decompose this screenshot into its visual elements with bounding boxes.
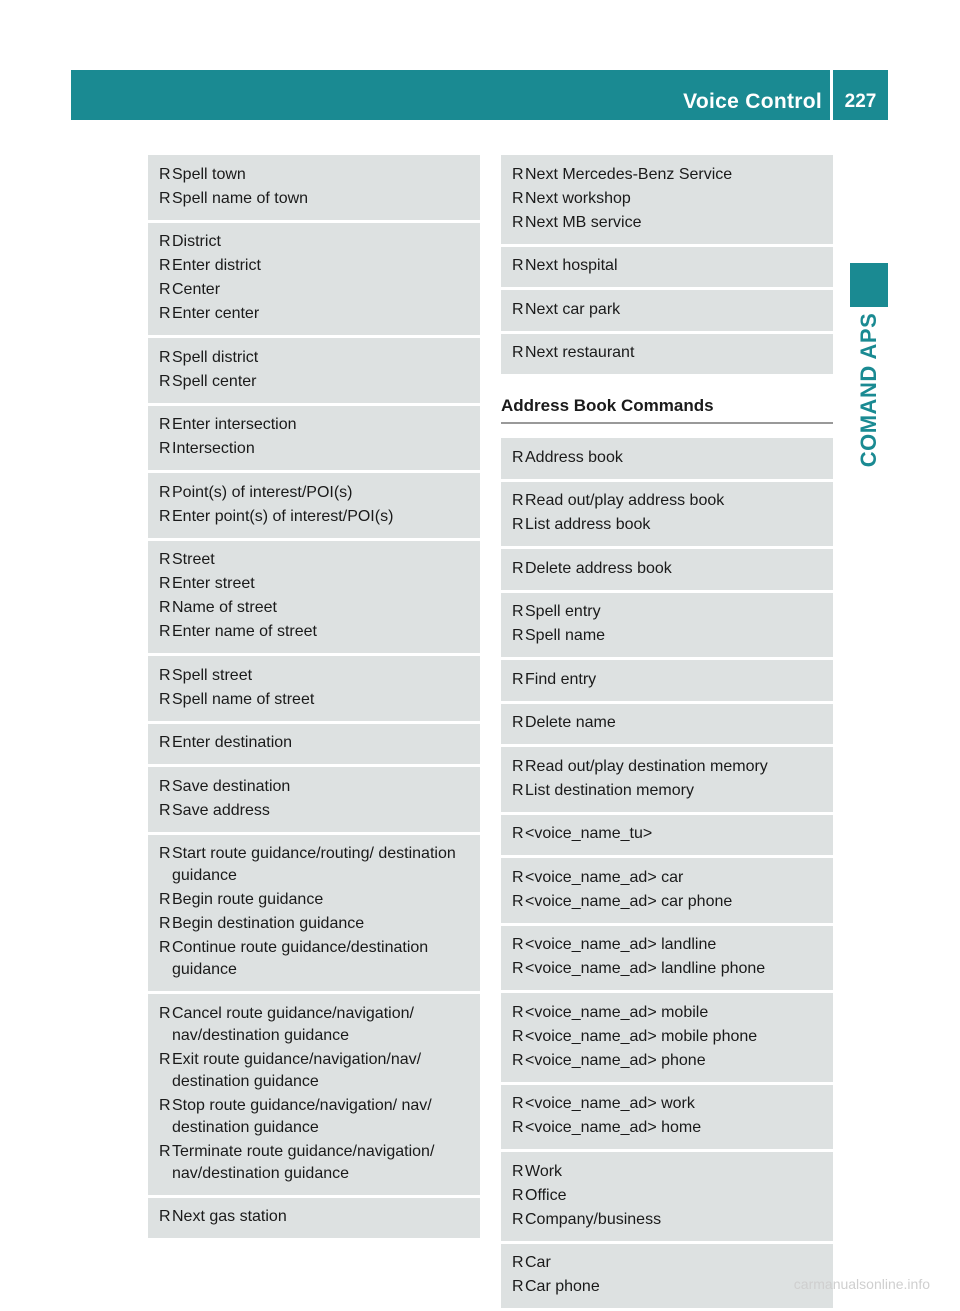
- command-group: [148, 656, 480, 721]
- bullet-glyph: R: [159, 1142, 171, 1160]
- command-text: Address book: [525, 448, 623, 466]
- command-item: [512, 1209, 823, 1231]
- bullet-glyph: R: [512, 165, 524, 183]
- command-text: <voice_name_ad> mobile phone: [525, 1027, 758, 1045]
- bullet-glyph: R: [159, 939, 171, 956]
- command-text: List destination memory: [525, 781, 694, 799]
- bullet-glyph: R: [512, 1254, 524, 1271]
- command-group: [501, 334, 833, 375]
- section-side-label: COMAND APS: [856, 312, 881, 468]
- command-text: Read out/play destination memory: [525, 757, 768, 775]
- bullet-glyph: R: [159, 483, 171, 501]
- command-text: Car: [525, 1254, 551, 1271]
- command-group: [148, 223, 480, 336]
- bullet-glyph: R: [512, 892, 524, 910]
- command-group: [501, 438, 833, 479]
- command-text: Spell name: [525, 627, 606, 644]
- bullet-glyph: R: [512, 868, 524, 886]
- command-item: [159, 621, 470, 643]
- command-text: Next Mercedes-Benz Service: [525, 165, 733, 183]
- command-text: Spell town: [172, 165, 246, 183]
- bullet-glyph: R: [159, 257, 171, 274]
- command-group: [501, 290, 833, 331]
- command-item: [512, 1276, 823, 1298]
- command-text: Office: [525, 1186, 567, 1204]
- bullet-glyph: R: [159, 666, 171, 684]
- command-item: [159, 732, 470, 754]
- command-text: Company/business: [525, 1210, 662, 1228]
- command-group: [148, 994, 480, 1195]
- command-text: District: [172, 233, 221, 250]
- command-item: [159, 188, 470, 210]
- command-text: Next gas station: [172, 1208, 287, 1225]
- command-item: [512, 601, 823, 623]
- command-item: [512, 1185, 823, 1207]
- command-group: [501, 993, 833, 1082]
- bullet-glyph: R: [159, 915, 171, 932]
- command-text: Exit route guidance/navigation/nav/ destination guidance: [172, 1050, 422, 1090]
- command-text: Next hospital: [525, 257, 618, 274]
- bullet-glyph: R: [512, 300, 524, 318]
- command-item: [512, 1161, 823, 1183]
- command-item: [159, 549, 470, 571]
- bullet-glyph: R: [512, 1027, 524, 1045]
- address-book-commands-list: [501, 438, 833, 1308]
- command-item: [512, 780, 823, 802]
- command-text: <voice_name_ad> mobile: [525, 1003, 709, 1021]
- command-text: Enter destination: [172, 734, 293, 751]
- bullet-glyph: R: [512, 448, 524, 466]
- command-text: Spell district: [172, 348, 259, 366]
- command-group: [148, 473, 480, 538]
- left-command-column: [148, 155, 480, 1241]
- bullet-glyph: R: [512, 559, 524, 577]
- command-item: [159, 414, 470, 436]
- command-group: [501, 155, 833, 244]
- command-text: Enter street: [172, 575, 255, 592]
- bullet-glyph: R: [159, 281, 171, 298]
- bullet-glyph: R: [159, 233, 171, 250]
- command-group: [501, 926, 833, 991]
- command-item: [159, 776, 470, 798]
- command-group: [148, 155, 480, 220]
- command-text: Enter center: [172, 305, 260, 322]
- page-header: [71, 70, 888, 120]
- command-text: Street: [172, 551, 215, 568]
- command-group: [501, 747, 833, 812]
- command-item: [159, 665, 470, 687]
- bullet-glyph: R: [159, 372, 171, 390]
- command-text: Next restaurant: [525, 344, 635, 361]
- command-text: <voice_name_ad> car: [525, 868, 684, 886]
- bullet-glyph: R: [159, 690, 171, 708]
- command-group: [501, 660, 833, 701]
- command-item: [512, 490, 823, 512]
- command-group: [501, 593, 833, 658]
- bullet-glyph: R: [512, 781, 524, 799]
- command-text: Enter intersection: [172, 416, 297, 433]
- command-item: [159, 438, 470, 460]
- command-text: <voice_name_ad> home: [525, 1119, 702, 1136]
- bullet-glyph: R: [512, 714, 524, 731]
- command-text: Intersection: [172, 440, 255, 457]
- command-group: [501, 549, 833, 590]
- section-tab-marker: [850, 263, 888, 307]
- command-text: Terminate route guidance/navigation/ nav/destination guidance: [172, 1142, 435, 1182]
- command-text: Find entry: [525, 670, 597, 688]
- command-group: [501, 858, 833, 923]
- bullet-glyph: R: [159, 440, 171, 457]
- bullet-glyph: R: [159, 348, 171, 366]
- command-item: [159, 1003, 470, 1047]
- command-item: [512, 934, 823, 956]
- section-heading: Address Book Commands: [501, 395, 833, 424]
- command-text: Next car park: [525, 300, 621, 318]
- bullet-glyph: R: [159, 551, 171, 568]
- command-text: Spell name of street: [172, 690, 315, 708]
- bullet-glyph: R: [512, 1051, 524, 1069]
- command-item: [159, 164, 470, 186]
- bullet-glyph: R: [512, 516, 524, 533]
- bullet-glyph: R: [512, 1210, 524, 1228]
- command-item: [512, 1252, 823, 1274]
- command-text: Start route guidance/routing/ destination guidance: [172, 845, 456, 884]
- bullet-glyph: R: [159, 891, 171, 908]
- navigation-commands-list: [501, 155, 833, 374]
- bullet-glyph: R: [159, 305, 171, 322]
- bullet-glyph: R: [512, 825, 524, 842]
- command-group: [148, 835, 480, 992]
- command-text: Spell name of town: [172, 189, 309, 207]
- command-text: Enter point(s) of interest/POI(s): [172, 507, 394, 525]
- bullet-glyph: R: [159, 1096, 171, 1114]
- command-item: [512, 958, 823, 980]
- command-item: [159, 843, 470, 887]
- command-text: Continue route guidance/destination guidance: [172, 939, 429, 978]
- bullet-glyph: R: [159, 189, 171, 207]
- bullet-glyph: R: [159, 575, 171, 592]
- command-item: [512, 1002, 823, 1024]
- bullet-glyph: R: [159, 1208, 171, 1225]
- command-item: [512, 891, 823, 913]
- command-item: [159, 800, 470, 822]
- command-item: [159, 1095, 470, 1139]
- command-item: [512, 558, 823, 580]
- bullet-glyph: R: [159, 416, 171, 433]
- command-item: [512, 1050, 823, 1072]
- bullet-glyph: R: [512, 936, 524, 953]
- command-text: Begin route guidance: [172, 891, 324, 908]
- command-text: Save address: [172, 801, 270, 819]
- command-text: <voice_name_ad> landline: [525, 936, 717, 953]
- bullet-glyph: R: [512, 670, 524, 688]
- bullet-glyph: R: [159, 1050, 171, 1068]
- command-item: [159, 1206, 470, 1228]
- command-group: [501, 482, 833, 547]
- command-group: [148, 541, 480, 654]
- command-group: [501, 1085, 833, 1150]
- command-text: Center: [172, 281, 221, 298]
- bullet-glyph: R: [159, 734, 171, 751]
- command-text: <voice_name_ad> phone: [525, 1051, 706, 1069]
- bullet-glyph: R: [512, 1095, 524, 1112]
- bullet-glyph: R: [159, 1004, 171, 1022]
- command-group: [148, 338, 480, 403]
- command-text: <voice_name_ad> work: [525, 1095, 695, 1112]
- bullet-glyph: R: [159, 801, 171, 819]
- bullet-glyph: R: [512, 213, 524, 231]
- command-item: [512, 1093, 823, 1115]
- command-item: [512, 255, 823, 277]
- command-text: Next MB service: [525, 213, 642, 231]
- bullet-glyph: R: [159, 165, 171, 183]
- bullet-glyph: R: [159, 623, 171, 640]
- command-item: [159, 303, 470, 325]
- command-item: [159, 889, 470, 911]
- command-text: Name of street: [172, 599, 277, 616]
- command-item: [159, 347, 470, 369]
- command-item: [512, 756, 823, 778]
- bullet-glyph: R: [512, 492, 524, 509]
- command-item: [159, 1141, 470, 1185]
- command-item: [159, 597, 470, 619]
- command-group: [148, 767, 480, 832]
- command-item: [512, 823, 823, 845]
- chapter-title: Voice Control: [683, 90, 822, 113]
- command-group: [501, 704, 833, 745]
- command-item: [159, 231, 470, 253]
- command-item: [512, 447, 823, 469]
- command-text: Car phone: [525, 1278, 600, 1295]
- command-text: <voice_name_ad> landline phone: [525, 960, 766, 977]
- command-group: [148, 406, 480, 471]
- command-text: Cancel route guidance/navigation/ nav/destination guidance: [172, 1004, 414, 1044]
- bullet-glyph: R: [159, 845, 171, 862]
- command-item: [512, 342, 823, 364]
- bullet-glyph: R: [512, 960, 524, 977]
- command-text: Begin destination guidance: [172, 915, 365, 932]
- command-text: Spell street: [172, 666, 253, 684]
- command-item: [512, 299, 823, 321]
- bullet-glyph: R: [159, 777, 171, 795]
- bullet-glyph: R: [512, 603, 524, 620]
- command-text: Point(s) of interest/POI(s): [172, 483, 353, 501]
- command-item: [512, 188, 823, 210]
- bullet-glyph: R: [512, 189, 524, 207]
- bullet-glyph: R: [512, 757, 524, 775]
- command-group: [148, 1198, 480, 1239]
- command-item: [512, 1026, 823, 1048]
- command-item: [159, 913, 470, 935]
- bullet-glyph: R: [512, 627, 524, 644]
- command-item: [512, 164, 823, 186]
- command-text: Enter name of street: [172, 623, 317, 640]
- command-item: [159, 1049, 470, 1093]
- command-item: [159, 573, 470, 595]
- bullet-glyph: R: [159, 599, 171, 616]
- command-group: [501, 1244, 833, 1309]
- command-item: [512, 514, 823, 536]
- command-item: [159, 506, 470, 528]
- command-text: Stop route guidance/navigation/ nav/ destination guidance: [172, 1096, 432, 1136]
- command-item: [159, 482, 470, 504]
- command-text: Enter district: [172, 257, 261, 274]
- command-text: Next workshop: [525, 189, 631, 207]
- bullet-glyph: R: [512, 344, 524, 361]
- command-item: [512, 1117, 823, 1139]
- page-number: 227: [844, 91, 877, 112]
- command-text: Read out/play address book: [525, 492, 725, 509]
- command-item: [159, 689, 470, 711]
- command-item: [159, 279, 470, 301]
- bullet-glyph: R: [159, 507, 171, 525]
- command-item: [512, 712, 823, 734]
- bullet-glyph: R: [512, 1186, 524, 1204]
- command-text: <voice_name_ad> car phone: [525, 892, 733, 910]
- command-text: <voice_name_tu>: [525, 825, 653, 842]
- bullet-glyph: R: [512, 1162, 524, 1180]
- command-item: [159, 371, 470, 393]
- watermark-text: carmanualsonline.info: [793, 1276, 930, 1292]
- command-text: Delete name: [525, 714, 616, 731]
- command-item: [159, 937, 470, 981]
- command-text: Spell center: [172, 372, 257, 390]
- command-group: [148, 724, 480, 765]
- bullet-glyph: R: [512, 1003, 524, 1021]
- command-item: [512, 625, 823, 647]
- command-item: [159, 255, 470, 277]
- command-group: [501, 247, 833, 288]
- command-text: Work: [525, 1162, 563, 1180]
- command-text: Save destination: [172, 777, 291, 795]
- bullet-glyph: R: [512, 1278, 524, 1295]
- right-command-column: [501, 155, 833, 1311]
- bullet-glyph: R: [512, 257, 524, 274]
- command-text: Delete address book: [525, 559, 672, 577]
- command-text: Spell entry: [525, 603, 601, 620]
- command-item: [512, 867, 823, 889]
- command-group: [501, 1152, 833, 1241]
- bullet-glyph: R: [512, 1119, 524, 1136]
- command-group: [501, 815, 833, 856]
- command-text: List address book: [525, 516, 651, 533]
- command-item: [512, 212, 823, 234]
- command-item: [512, 669, 823, 691]
